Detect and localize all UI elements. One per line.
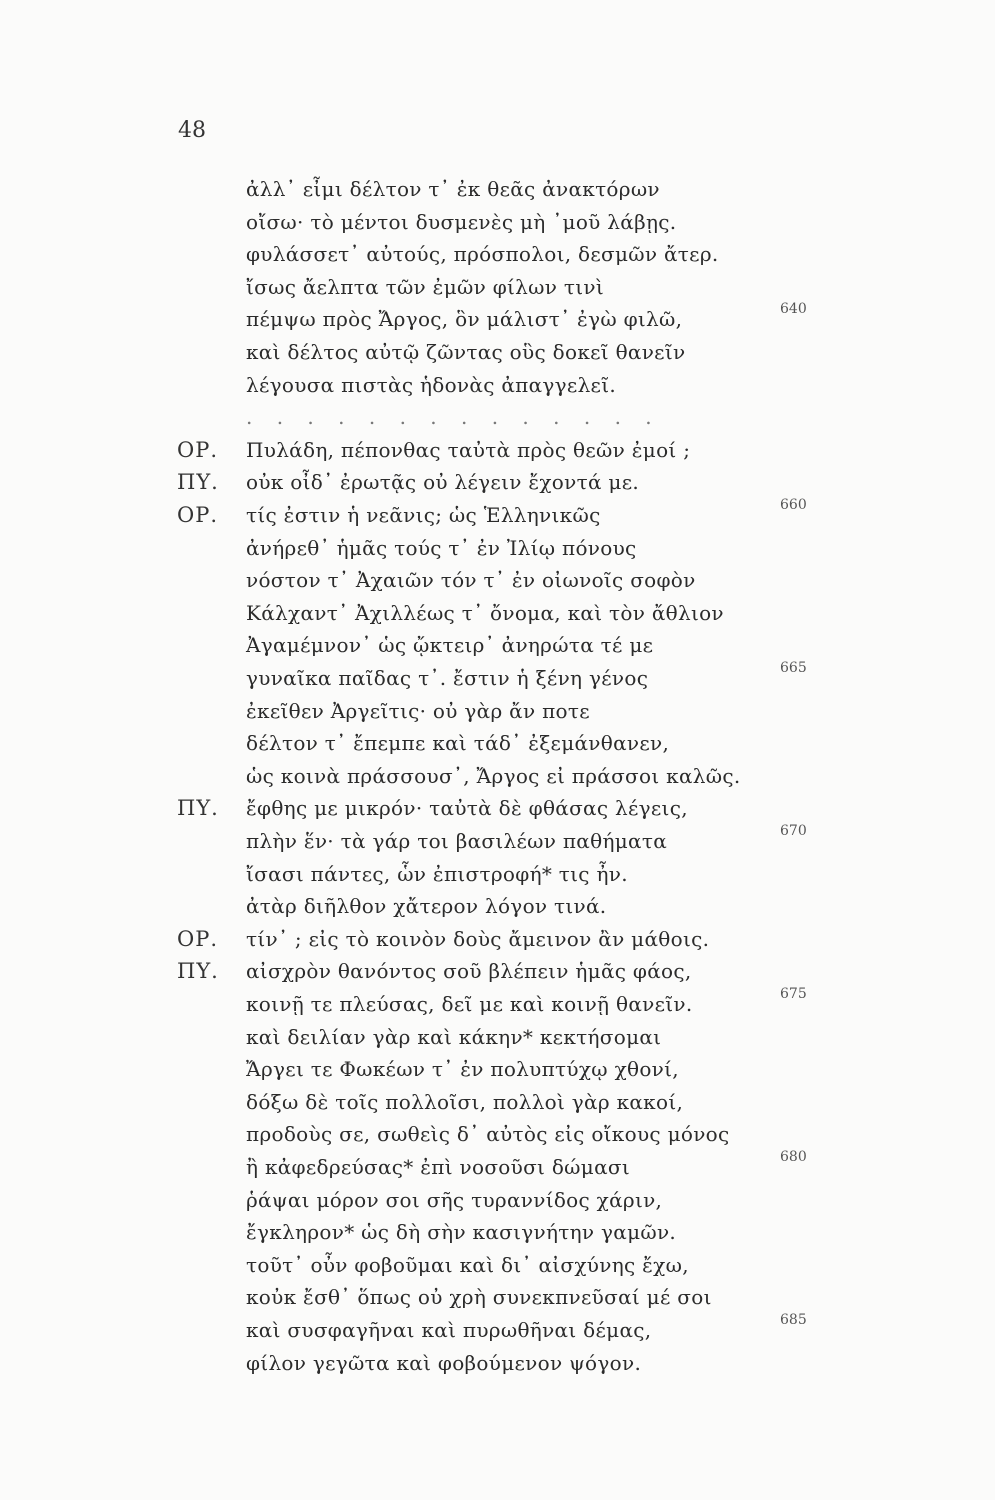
verse-text: ἔφθης με μικρόν· ταὐτὰ δὲ φθάσας λέγεις, (246, 796, 688, 821)
line-number: 680 (780, 1149, 807, 1165)
line-number: 640 (780, 301, 807, 318)
verse-line (0, 497, 995, 533)
line-number: 675 (780, 986, 807, 1002)
verse-line (0, 959, 995, 989)
verse-text: δέλτον τ᾽ ἔπεμπε καὶ τάδ᾽ ἐξεμάνθανεν, (246, 731, 670, 756)
verse-line (0, 823, 995, 859)
verse-line (0, 1025, 995, 1055)
verse-text: οὐκ οἶδ᾽ ἐρωτᾷς οὐ λέγειν ἔχοντά με. (246, 470, 640, 495)
line-number: 660 (780, 497, 807, 513)
verse-line (0, 1122, 995, 1152)
verse-text: καὶ συσφαγῆναι καὶ πυρωθῆναι δέμας, (246, 1318, 652, 1342)
verse-line (0, 731, 995, 761)
verse-text: γυναῖκα παῖδας τ᾽. ἔστιν ἡ ξένη γένος (246, 666, 649, 690)
verse-text: Πυλάδη, πέπονθας ταὐτὰ πρὸς θεῶν ἐμοί ; (246, 437, 691, 462)
verse-text: ἢ κἀφεδρεύσας* ἐπὶ νοσοῦσι δώμασι (246, 1155, 630, 1179)
verse-text: ἀλλ᾽ εἶμι δέλτον τ᾽ ἐκ θεᾶς ἀνακτόρων (246, 177, 660, 201)
verse-text: ἀτὰρ διῆλθον χἄτερον λόγον τινά. (246, 894, 607, 919)
verse-text: πλὴν ἕν· τὰ γάρ τοι βασιλέων παθήματα (246, 829, 668, 853)
verse-text: τίν᾽ ; εἰς τὸ κοινὸν δοὺς ἄμεινον ἂν μάθοις. (246, 926, 710, 951)
verse-text: Κάλχαντ᾽ Ἀχιλλέως τ᾽ ὄνομα, καὶ τὸν ἄθλιον (246, 600, 724, 625)
verse-line (0, 796, 995, 826)
verse-line (0, 405, 995, 435)
verse-text: οἴσω· τὸ μέντοι δυσμενὲς μὴ ᾽μοῦ λάβῃς. (246, 209, 677, 234)
verse-line (0, 438, 995, 468)
verse-line (0, 275, 995, 305)
speaker-label: ΟΡ. (177, 926, 219, 951)
verse-line (0, 862, 995, 892)
speaker-label: ΟΡ. (177, 503, 219, 527)
speaker-label: ΠΥ. (177, 959, 219, 984)
verse-text: πέμψω πρὸς Ἄργος, ὃν μάλιστ᾽ ἐγὼ φιλῶ, (246, 307, 683, 332)
verse-text: Ἀγαμέμνον᾽ ὡς ᾤκτειρ᾽ ἀνηρώτα τέ με (246, 633, 654, 658)
verse-text: ἴσασι πάντες, ὧν ἐπιστροφή* τις ἦν. (246, 861, 628, 886)
line-number: 670 (780, 823, 807, 839)
verse-line (0, 927, 995, 957)
verse-line (0, 1057, 995, 1087)
lacuna-dots: . . . . . . . . . . . . . . (246, 405, 661, 430)
verse-text: ὡς κοινὰ πράσσουσ᾽, Ἄργος εἰ πράσσοι καλῶς. (246, 763, 741, 788)
verse-line (0, 1149, 995, 1185)
verse-text: ἔγκληρον* ὡς δὴ σὴν κασιγνήτην γαμῶν. (246, 1220, 677, 1245)
verse-text: ῥάψαι μόρον σοι σῆς τυραννίδος χάριν, (246, 1187, 663, 1212)
line-number: 685 (780, 1312, 807, 1328)
verse-line (0, 210, 995, 240)
verse-text: ἐκεῖθεν Ἀργεῖτις· οὐ γὰρ ἄν ποτε (246, 698, 590, 723)
verse-line (0, 373, 995, 403)
verse-line (0, 536, 995, 566)
speaker-label: ΠΥ. (177, 470, 219, 495)
speaker-label: ΟΡ. (177, 437, 219, 462)
verse-line (0, 1090, 995, 1120)
verse-line (0, 470, 995, 500)
verse-text: καὶ δειλίαν γὰρ καὶ κάκην* κεκτήσομαι (246, 1024, 662, 1049)
verse-line (0, 633, 995, 663)
verse-text: ἀνήρεθ᾽ ἡμᾶς τούς τ᾽ ἐν Ἰλίῳ πόνους (246, 535, 637, 560)
verse-line (0, 1312, 995, 1348)
verse-line (0, 660, 995, 696)
verse-text: δόξω δὲ τοῖς πολλοῖσι, πολλοὶ γὰρ κακοί, (246, 1089, 684, 1114)
verse-line (0, 1253, 995, 1283)
verse-text: αἰσχρὸν θανόντος σοῦ βλέπειν ἡμᾶς φάος, (246, 959, 692, 984)
verse-text: κοὐκ ἔσθ᾽ ὅπως οὐ χρὴ συνεκπνεῦσαί μέ σοι (246, 1285, 712, 1310)
verse-line (0, 764, 995, 794)
verse-line (0, 568, 995, 598)
verse-line (0, 699, 995, 729)
speaker-label: ΠΥ. (177, 796, 219, 821)
verse-text: καὶ δέλτος αὐτῷ ζῶντας οὓς δοκεῖ θανεῖν (246, 340, 686, 364)
verse-text: ἴσως ἄελπτα τῶν ἐμῶν φίλων τινὶ (246, 274, 604, 299)
verse-text: κοινῇ τε πλεύσας, δεῖ με καὶ κοινῇ θανεῖν. (246, 992, 693, 1016)
verse-line (0, 986, 995, 1022)
verse-line (0, 894, 995, 924)
verse-line (0, 340, 995, 370)
verse-line (0, 1351, 995, 1381)
verse-text: φίλον γεγῶτα καὶ φοβούμενον ψόγον. (246, 1350, 642, 1375)
page-number: 48 (178, 118, 206, 143)
verse-text: τίς ἐστιν ἡ νεᾶνις; ὡς Ἑλληνικῶς (246, 503, 601, 527)
verse-line (0, 242, 995, 272)
verse-text: Ἄργει τε Φωκέων τ᾽ ἐν πολυπτύχῳ χθονί, (246, 1057, 679, 1082)
verse-line (0, 1285, 995, 1315)
verse-line (0, 601, 995, 631)
verse-line (0, 177, 995, 207)
verse-line (0, 1188, 995, 1218)
verse-text: προδοὺς σε, σωθεὶς δ᾽ αὐτὸς εἰς οἴκους μόνος (246, 1122, 730, 1147)
verse-line (0, 301, 995, 337)
verse-text: φυλάσσετ᾽ αὐτούς, πρόσπολοι, δεσμῶν ἄτερ. (246, 242, 719, 267)
verse-text: λέγουσα πιστὰς ἡδονὰς ἀπαγγελεῖ. (246, 372, 617, 397)
line-number: 665 (780, 660, 807, 676)
verse-text: τοῦτ᾽ οὖν φοβοῦμαι καὶ δι᾽ αἰσχύνης ἔχω, (246, 1252, 689, 1277)
verse-text: νόστον τ᾽ Ἀχαιῶν τόν τ᾽ ἐν οἰωνοῖς σοφὸν (246, 568, 696, 593)
verse-line (0, 1220, 995, 1250)
